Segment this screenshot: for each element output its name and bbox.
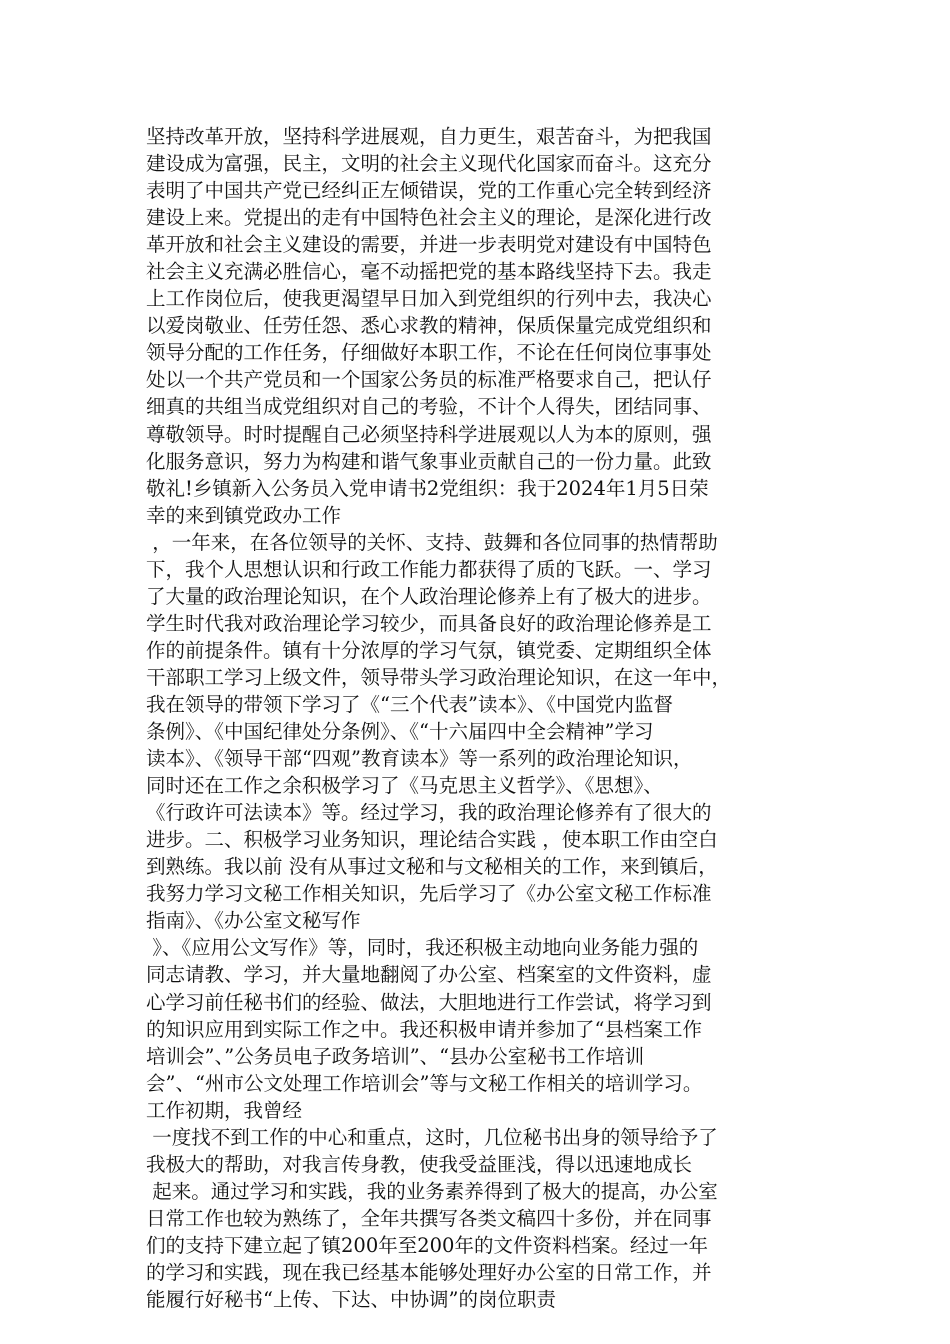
text-line: 上工作岗位后，使我更渴望早日加入到党组织的行列中去，我决心 [146, 287, 712, 311]
text-line: 幸的来到镇党政办工作 [146, 503, 342, 527]
text-line: 条例》、《中国纪律处分条例》、《“十六届四中全会精神”学习 [146, 720, 654, 744]
text-line: 读本》、《领导干部“四观”教育读本》等一系列的政治理论知识， [146, 747, 693, 771]
text-line: 心学习前任秘书们的经验、做法，大胆地进行工作尝试，将学习到 [146, 990, 712, 1014]
text-line: 建设上来。党提出的走有中国特色社会主义的理论，是深化进行改 [146, 206, 712, 230]
text-line: 社会主义充满必胜信心，毫不动摇把党的基本路线坚持下去。我走 [146, 260, 712, 284]
text-line: ，一年来，在各位领导的关怀、支持、鼓舞和各位同事的热情帮助 [146, 530, 718, 554]
text-line: 能履行好秘书“上传、下达、中协调”的岗位职责 [146, 1288, 556, 1312]
text-line: 的学习和实践，现在我已经基本能够处理好办公室的日常工作，并 [146, 1260, 712, 1284]
text-line: 我极大的帮助，对我言传身教，使我受益匪浅，得以迅速地成长 [146, 1152, 693, 1176]
text-line: 《行政许可法读本》等。经过学习，我的政治理论修养有了很大的 [146, 801, 712, 825]
text-line: 敬礼!乡镇新入公务员入党申请书2党组织：我于2024年1月5日荣 [146, 476, 709, 500]
text-line: 》、《应用公文写作》等，同时，我还积极主动地向业务能力强的 [146, 936, 699, 960]
text-line: 我在领导的带领下学习了《“三个代表”读本》、《中国党内监督 [146, 692, 673, 716]
text-line: 会”、“州市公文处理工作培训会”等与文秘工作相关的培训学习。 [146, 1071, 703, 1095]
text-line: 细真的共组当成党组织对自己的考验，不计个人得失，团结同事、 [146, 395, 712, 419]
text-line: 以爱岗敬业、任劳任怨、悉心求教的精神，保质保量完成党组织和 [146, 314, 712, 338]
text-line: 表明了中国共产党已经纠正左倾错误，党的工作重心完全转到经济 [146, 179, 712, 203]
text-line: 起来。通过学习和实践，我的业务素养得到了极大的提高，办公室 [146, 1179, 718, 1203]
text-line: 同志请教、学习，并大量地翻阅了办公室、档案室的文件资料，虚 [146, 963, 712, 987]
text-line: 下，我个人思想认识和行政工作能力都获得了质的飞跃。一、学习 [146, 557, 712, 581]
text-line: 处以一个共产党员和一个国家公务员的标准严格要求自己，把认仔 [146, 368, 712, 392]
text-line: 指南》、《办公室文秘写作 [146, 909, 361, 933]
text-line: 到熟练。我以前 没有从事过文秘和与文秘相关的工作，来到镇后， [146, 855, 718, 879]
text-line: 同时还在工作之余积极学习了《马克思主义哲学》、《思想》、 [146, 774, 663, 798]
body-text [146, 123, 836, 1313]
text-line: 化服务意识，努力为构建和谐气象事业贡献自己的一份力量。此致 [146, 449, 712, 473]
text-line: 培训会”、”公务员电子政务培训”、“县办公室秘书工作培训 [146, 1044, 645, 1068]
text-line: 学生时代我对政治理论学习较少，而具备良好的政治理论修养是工 [146, 611, 712, 635]
text-line: 坚持改革开放，坚持科学进展观，自力更生，艰苦奋斗，为把我国 [146, 125, 712, 148]
text-line: 的知识应用到实际工作之中。我还积极申请并参加了“县档案工作 [146, 1017, 702, 1041]
text-line: 建设成为富强，民主，文明的社会主义现代化国家而奋斗。这充分 [146, 152, 712, 176]
text-line: 了大量的政治理论知识，在个人政治理论修养上有了极大的进步。 [146, 584, 712, 608]
text-line: 们的支持下建立起了镇200年至200年的文件资料档案。经过一年 [146, 1233, 708, 1257]
text-line: 日常工作也较为熟练了，全年共撰写各类文稿四十多份，并在同事 [146, 1206, 712, 1230]
text-line: 我努力学习文秘工作相关知识，先后学习了《办公室文秘工作标准 [146, 882, 712, 906]
text-line: 尊敬领导。时时提醒自己必须坚持科学进展观以人为本的原则，强 [146, 422, 712, 446]
text-line: 作的前提条件。镇有十分浓厚的学习气氛，镇党委、定期组织全体 [146, 638, 712, 662]
text-line: 工作初期，我曾经 [146, 1098, 303, 1122]
text-line: 一度找不到工作的中心和重点，这时，几位秘书出身的领导给予了 [146, 1125, 718, 1149]
text-line: 领导分配的工作任务，仔细做好本职工作，不论在任何岗位事事处 [146, 341, 712, 365]
text-line: 进步。二、积极学习业务知识，理论结合实践 ，使本职工作由空白 [146, 828, 718, 852]
text-line: 干部职工学习上级文件，领导带头学习政治理论知识，在这一年中， [146, 665, 732, 689]
text-line: 革开放和社会主义建设的需要，并进一步表明党对建设有中国特色 [146, 233, 712, 257]
